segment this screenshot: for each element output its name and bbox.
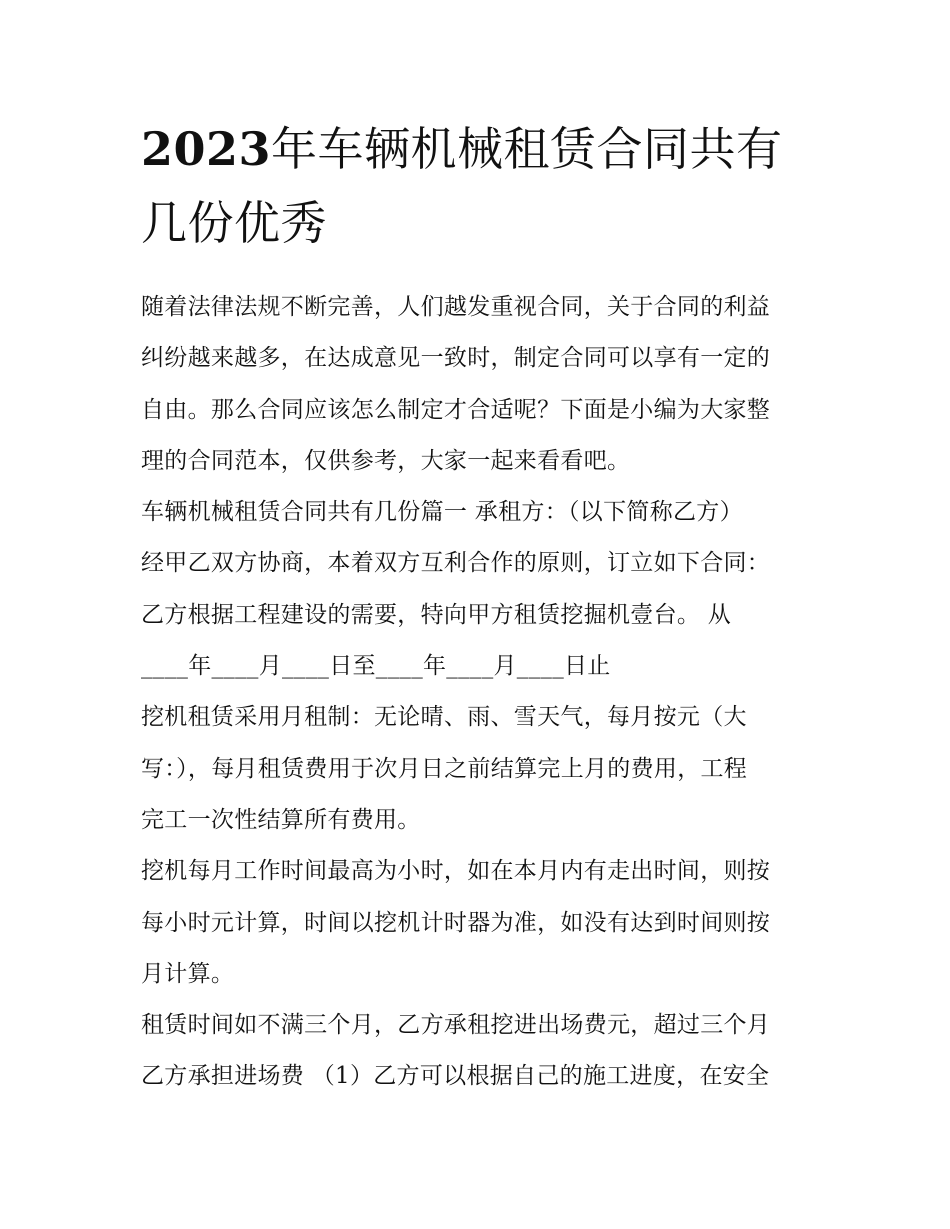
document-body [141, 282, 813, 1103]
body-line: 随着法律法规不断完善，人们越发重视合同，关于合同的利益 [141, 294, 771, 320]
body-line: 乙方根据工程建设的需要，特向甲方租赁挖掘机壹台。 从 [141, 601, 732, 628]
body-line: 租赁时间如不满三个月，乙方承租挖进出场费元，超过三个月 [141, 1012, 771, 1039]
body-line: 每小时元计算，时间以挖机计时器为准，如没有达到时间则按 [141, 909, 771, 936]
body-line: 写：），每月租赁费用于次月日之前结算完上月的费用，工程 [141, 755, 748, 782]
title-line-1-text: 年车辆机械租赁合同共有 [271, 122, 783, 176]
document-title [141, 112, 813, 260]
body-line: 理的合同范本，仅供参考，大家一起来看看吧。 [141, 447, 631, 474]
title-year: 2023 [141, 122, 272, 176]
title-line-1 [141, 112, 813, 186]
title-line-2: 几份优秀 [141, 196, 327, 250]
body-line: 自由。那么合同应该怎么制定才合适呢？下面是小编为大家整 [141, 396, 771, 423]
body-line: 挖机租赁采用月租制：无论晴、雨、雪天气，每月按元（大 [141, 704, 747, 731]
body-line: 车辆机械租赁合同共有几份篇一 承租方：（以下简称乙方） [141, 499, 743, 526]
document-content [141, 112, 813, 1103]
body-line: 经甲乙双方协商，本着双方互利合作的原则，订立如下合同： [141, 550, 771, 577]
body-line: 完工一次性结算所有费用。 [141, 806, 421, 833]
body-line: 月计算。 [141, 960, 235, 987]
body-line: 挖机每月工作时间最高为小时，如在本月内有走出时间，则按 [141, 858, 771, 885]
body-line: 纠纷越来越多，在达成意见一致时，制定合同可以享有一定的 [141, 345, 771, 372]
body-line: 乙方承担进场费 （1）乙方可以根据自己的施工进度，在安全 [141, 1063, 770, 1090]
date-blank-line: ____年____月____日至____年____月____日止 [141, 653, 611, 680]
